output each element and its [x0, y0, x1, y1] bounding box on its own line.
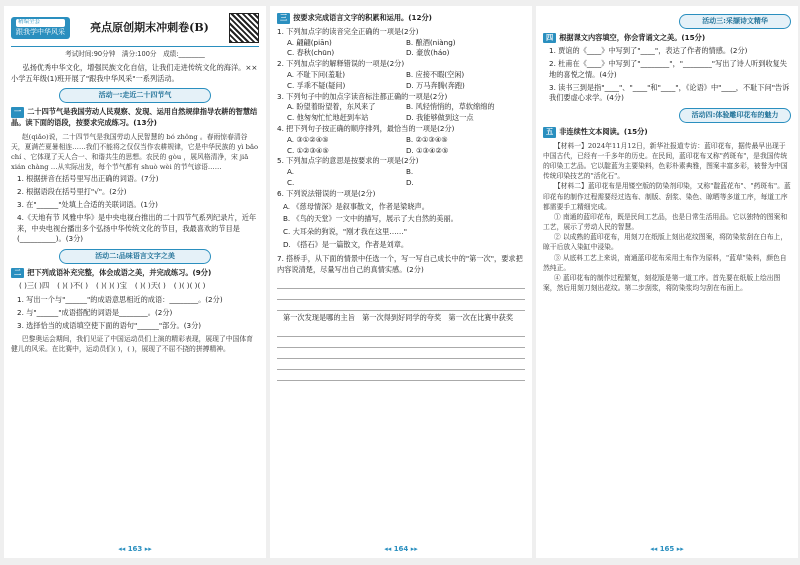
- activity-one-title: 活动一:走近二十四节气: [59, 88, 211, 103]
- choice-stem: 4. 把下列句子按正确的顺序排列，最恰当的一项是(2分): [277, 123, 455, 133]
- option-b[interactable]: B. 应接不暇(空闲): [406, 69, 465, 79]
- option-a[interactable]: A. 不耻下问(羞耻): [287, 69, 346, 79]
- option-c[interactable]: C. 春秋(chūn): [287, 48, 335, 58]
- exam-banner: [11, 10, 259, 47]
- question-3-head: 按要求完成语言文字的积累和运用。(12分): [293, 13, 432, 22]
- idiom-item: ( )三( )四: [19, 281, 50, 291]
- choice-item-6: [277, 189, 525, 251]
- page-number: ◂◂ 163 ▸▸: [118, 544, 152, 553]
- option-b[interactable]: B. 酿酒(niàng): [406, 37, 456, 47]
- series-tag: [11, 17, 70, 38]
- question-5: [543, 127, 791, 138]
- choice-stem: 6. 下列说法错误的一项是(2分): [277, 188, 376, 198]
- option-d[interactable]: D. 我能够做到这一点: [406, 113, 474, 123]
- option-a[interactable]: A. 翩翩(piān): [287, 37, 332, 47]
- question-number: 一: [11, 107, 24, 118]
- option-c[interactable]: C. 大耳朵的狗说，"刚才我在这里……": [283, 227, 408, 237]
- question-4-sub-3: 3. 读书三到是指"____"、"____"和"____"，《论语》中"____，不耻下问"告诉我们要虚心求学。(4分): [549, 82, 790, 103]
- page-163: [4, 6, 266, 558]
- option-b[interactable]: B. 《鸟的天堂》一文中的描写，展示了大自然的美丽。: [283, 214, 458, 224]
- option-c[interactable]: C. ①②③④⑤: [287, 145, 329, 155]
- choice-options: [287, 38, 525, 60]
- option-b[interactable]: B. 风轻悄悄的，草软绵绵的: [406, 102, 495, 112]
- idiom-item: ( )( )天( ): [134, 281, 166, 291]
- qr-code-icon: [229, 13, 259, 43]
- question-4-sub-1: 1. 贾谊的《____》中写到了"____"，表达了作者的情感。(2分): [549, 46, 748, 56]
- material-item-2: ② 以成熟的蓝印花布，用刻刀在纸版上刻出花纹图案，将防染浆刮在白布上，晾干后放入染缸中浸染。: [543, 233, 788, 252]
- choice-stem: 3. 下列句子中的加点字读音标注都正确的一项是(2分): [277, 91, 448, 101]
- page-164: [270, 6, 532, 558]
- choice-item-3: [277, 92, 525, 124]
- option-c[interactable]: C. 孚乖不疑(疑问): [287, 80, 346, 90]
- writing-lines-2[interactable]: [277, 326, 525, 381]
- question-2-head: 把下列成语补充完整，体会成语之美，并完成练习。(9分): [27, 267, 212, 277]
- writing-lines[interactable]: [277, 278, 525, 311]
- page-number-value: 165: [659, 544, 675, 553]
- page-number: ◂◂ 164 ▸▸: [384, 544, 418, 553]
- question-4-sub-2: 2. 杜甫在《____》中写到了"________"，"________"写出了诗人听到收复失地的喜悦之情。(4分): [549, 59, 787, 79]
- choice-stem: 1. 下列加点字的读音完全正确的一项是(2分): [277, 26, 419, 36]
- material-one: 【材料一】2024年11月12日，新华社报道专访：蓝印花布，据传最早出现于中国古代，已经有一千多年的历史。在民间，蓝印花布又称"药斑布"，是我国传统的印染工艺品。它以靛蓝为主要染料，色彩朴素典雅，图案丰富多彩，被誉为中国传统印染技艺的"活化石"。: [543, 141, 788, 181]
- choice-options: [287, 70, 525, 92]
- question-7: 7. 搭桥手，从下面的情景中任选一个，写一写自己成长中的"第一次"，要求把内容说清楚，尽量写出自己的真情实感。(2分): [277, 253, 523, 274]
- question-1: [11, 107, 259, 129]
- question-2-sub-1: 1. 写出一个与"______"的成语意思相近的成语：________。(2分): [17, 295, 223, 305]
- question-4-head: 根据课文内容填空，你会背诵文之美。(15分): [559, 32, 706, 42]
- exam-meta: 考试时间:90分钟 满分:100分 成绩:________: [65, 50, 205, 58]
- page-number-value: 164: [393, 544, 409, 553]
- question-3: [277, 13, 525, 24]
- question-1-sub-2: 2. 根据语段在括号里打"√"。(2分): [17, 187, 127, 197]
- question-2: [11, 268, 259, 279]
- choice-options: [287, 135, 525, 157]
- question-5-head: 非连续性文本阅读。(15分): [559, 126, 648, 136]
- series-tag-main: 跟我学中华风采: [16, 27, 65, 36]
- idiom-grid: [19, 281, 259, 292]
- choice-item-4: [277, 124, 525, 156]
- idiom-item: ( )( )不( ): [57, 281, 89, 291]
- question-number: 二: [11, 268, 24, 279]
- activity-four-title: 活动四:体验雕印花布的魅力: [679, 108, 791, 123]
- option-c[interactable]: C.: [287, 177, 295, 187]
- exam-title: 亮点原创期末冲刺卷(B): [90, 20, 209, 34]
- option-d[interactable]: D. ①③④②⑤: [406, 145, 449, 155]
- question-number: 三: [277, 13, 290, 24]
- idiom-item: ( )( )( )( ): [173, 281, 206, 291]
- choice-item-1: [277, 27, 525, 59]
- question-2-passage: 巴黎奥运会期间，我们见证了中国运动员们上演的精彩表现，展现了中国体育健儿的风采。在比赛中，运动员们( )，( )，展现了不屈不挠的拼搏精神。: [11, 334, 253, 353]
- activity-three-title: 活动三:采撷诗文精华: [679, 14, 791, 29]
- option-a[interactable]: A.: [287, 167, 295, 177]
- question-1-sub-1: 1. 根据拼音在括号里写出正确的词语。(7分): [17, 174, 159, 184]
- option-d[interactable]: D. 豪放(háo): [406, 48, 450, 58]
- question-2-sub-3: 3. 选择恰当的成语填空使下面的语句"______"部分。(3分): [17, 320, 202, 330]
- question-1-passage: 赵(qiǎo)说，二十四节气是我国劳动人民智慧的 bó zhǒng 。春雨惊春清谷天，夏满芒夏暑相连……我们不能将之仅仅当作农耕规律，它是中华民族的 yì bǎo chí 、它体现了天人合一、和谐共生的思想。农民的 gòu ，展风格清净，宋 jiā xián chàng …从实际出发，每个节气都有 shuò wèi 的节气谚语……: [11, 132, 259, 172]
- page-165: [536, 6, 798, 558]
- option-a[interactable]: A. ③①②④⑤: [287, 134, 329, 144]
- option-d[interactable]: D.: [406, 177, 414, 187]
- material-item-4: ④ 蓝印花布的制作过程繁复，刻花版是第一道工序。首先要在纸版上绘出图案，然后用刻刀刻出花纹。第二步刮浆，将防染浆均匀刮在布面上。: [543, 274, 781, 293]
- series-tag-top: 精编全套: [16, 19, 65, 26]
- question-number: 五: [543, 127, 556, 138]
- option-b[interactable]: B.: [406, 167, 414, 177]
- material-item-1: ① 南通的蓝印花布，既是民间工艺品，也是日常生活用品。它以独特的图案和工艺，展示了劳动人民的智慧。: [543, 212, 788, 232]
- question-1-sub-4: 4.《天地有节 风雅中华》是中央电视台推出的二十四节气系列纪录片，近年来，中央电视台播出多个弘扬中华传统文化的节目，我最喜欢的节目是(__________)。(3分): [17, 212, 257, 244]
- question-1-head: 二十四节气是我国劳动人民观察、发现、运用自然规律指导农耕的智慧结晶。读下面的语段，按要求完成练习。(13分): [11, 106, 258, 127]
- exam-intro: 弘扬优秀中华文化，增强民族文化自信，让我们走进传统文化的海洋。××小学五年级(1)班开展了"跟我中华风采"一系列活动。: [11, 62, 258, 83]
- option-c[interactable]: C. 他匆匆忙忙地赶到车站: [287, 113, 369, 123]
- material-item-3: ③ 从底料工艺上来说，南通蓝印花布采用土布作为原料，"蓝草"染料，颜色自然纯正。: [543, 253, 787, 272]
- choice-stem: 5. 下列加点字的意思是按要求的一项是(2分): [277, 156, 419, 166]
- page-number-value: 163: [127, 544, 143, 553]
- material-two: 【材料二】蓝印花布是用镂空版的防染剂印染，又称"靛蓝花布"、"药斑布"。蓝印花布的制作过程需要经过选布、制版、刮浆、染色、晾晒等多道工序，每道工序都需要手工精细完成。: [543, 182, 791, 211]
- choice-stem: 2. 下列加点字的解释错误的一项是(2分): [277, 59, 405, 69]
- option-a[interactable]: A. 盼望着盼望着，东风来了: [287, 102, 376, 112]
- question-7-tip: 第一次发现是哪的主旨 第一次得到好同学的夸奖 第一次在比赛中获奖: [283, 313, 514, 323]
- activity-two-title: 活动二:品味语言文字之美: [59, 249, 211, 264]
- option-a[interactable]: A. 《慈母情深》是叙事散文，作者是梁晓声。: [283, 201, 429, 211]
- question-number: 四: [543, 33, 556, 44]
- option-b[interactable]: B. ②①③④⑤: [406, 134, 448, 144]
- question-1-sub-3: 3. 在"______"处填上合适的关联词语。(1分): [17, 199, 158, 209]
- choice-item-2: [277, 59, 525, 91]
- page-number: ◂◂ 165 ▸▸: [650, 544, 684, 553]
- option-d[interactable]: D. 《搭石》是一篇散文，作者是刘章。: [283, 239, 409, 249]
- idiom-item: ( )( )( )宝: [96, 281, 127, 291]
- question-4: [543, 33, 791, 44]
- option-d[interactable]: D. 万马奔腾(奔跑): [406, 80, 465, 90]
- choice-options: [287, 167, 525, 189]
- choice-item-5: [277, 156, 525, 188]
- question-2-sub-2: 2. 与"______"成语搭配的词语是________。(2分): [17, 308, 173, 317]
- choice-options: [287, 102, 525, 124]
